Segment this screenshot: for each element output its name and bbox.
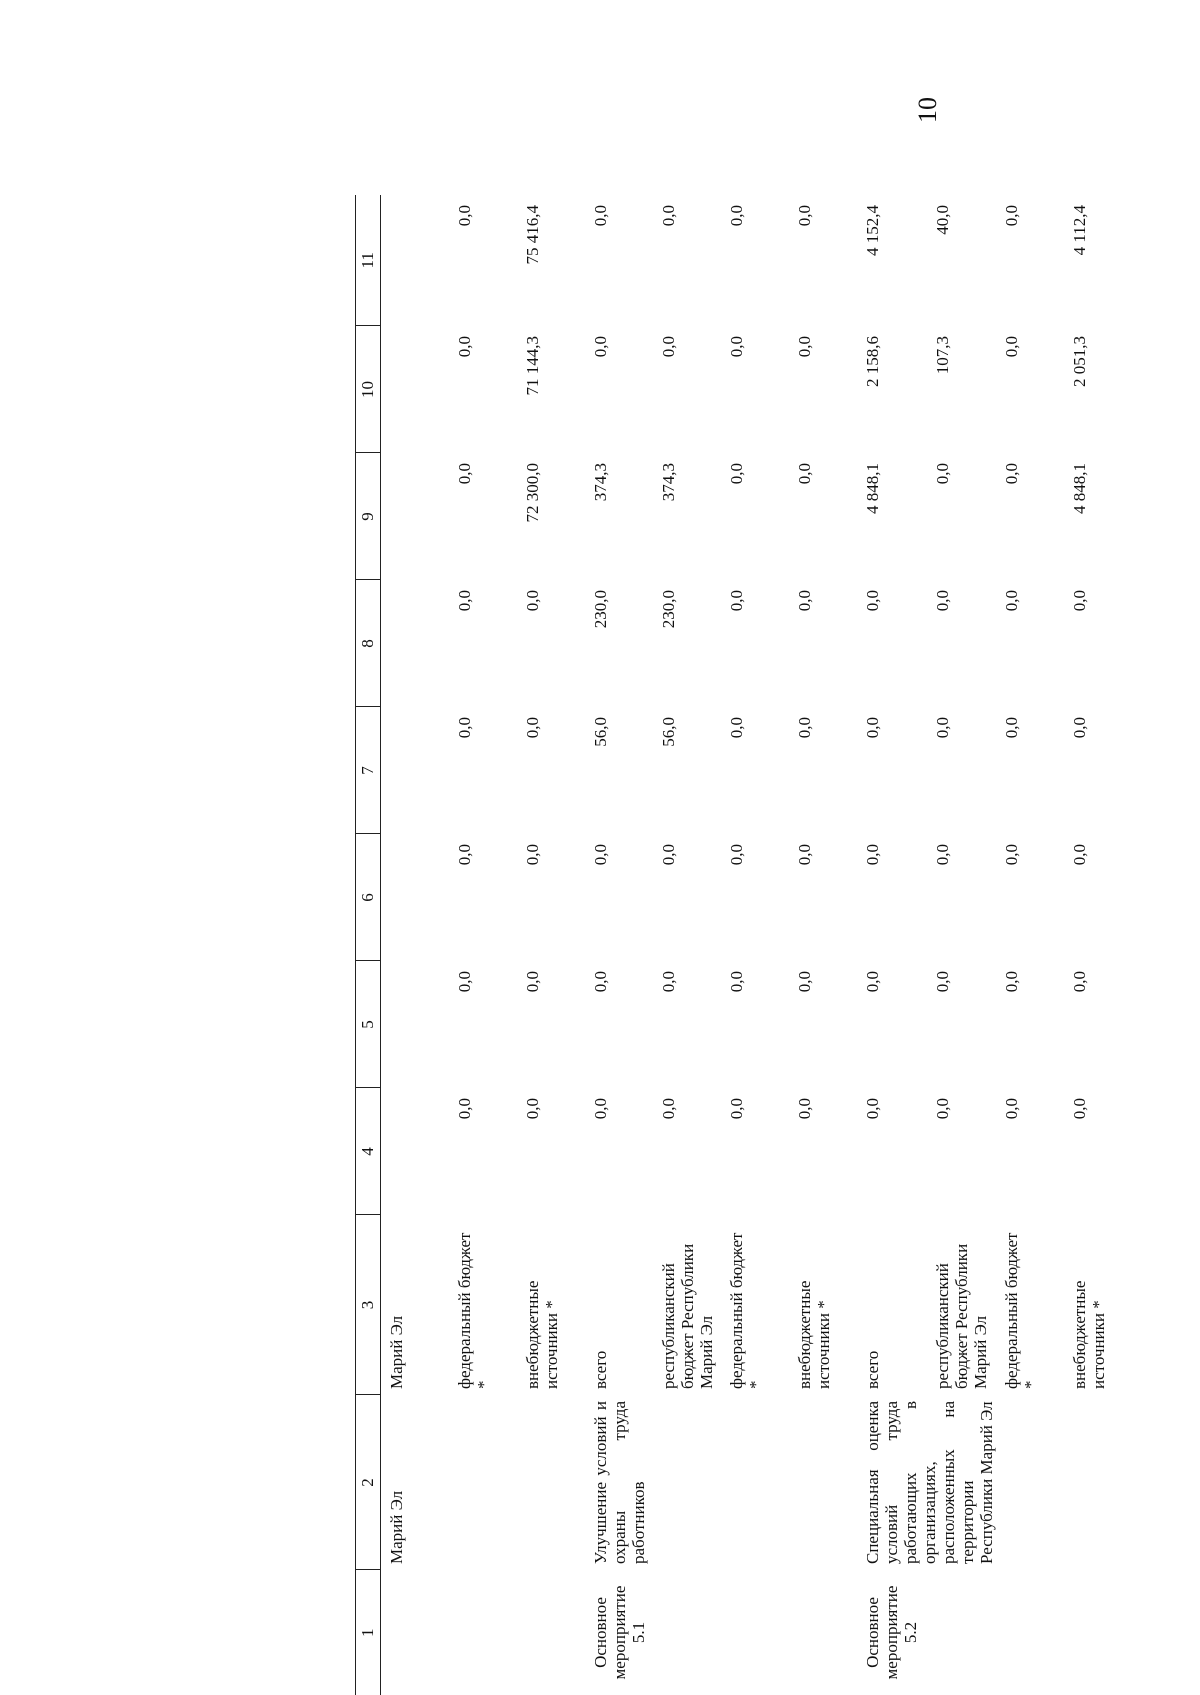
value-cell: 0,0 bbox=[659, 971, 678, 993]
value-cell: 0,0 bbox=[727, 463, 746, 485]
value-cell bbox=[381, 834, 450, 961]
value-cell: 374,3 bbox=[591, 463, 610, 502]
value-cell bbox=[381, 961, 450, 1088]
value-cell: 0,0 bbox=[795, 463, 814, 485]
activity-name: Марий Эл bbox=[387, 1490, 406, 1564]
funding-source: внебюджетные источники * bbox=[1070, 1280, 1109, 1389]
activity-code bbox=[653, 1570, 721, 1695]
value-cell bbox=[381, 453, 450, 580]
value-cell: 0,0 bbox=[523, 844, 542, 866]
value-cell: 2 158,6 bbox=[863, 336, 882, 387]
value-cell: 0,0 bbox=[1070, 590, 1090, 612]
funding-source: федеральный бюджет * bbox=[1002, 1232, 1041, 1389]
value-cell: 0,0 bbox=[659, 205, 678, 227]
value-cell: 0,0 bbox=[727, 971, 746, 993]
funding-source: федеральный бюджет * bbox=[455, 1232, 494, 1389]
table-row bbox=[381, 195, 450, 1695]
value-cell: 0,0 bbox=[795, 336, 814, 358]
value-cell: 0,0 bbox=[727, 336, 746, 358]
funding-source: всего bbox=[863, 1350, 882, 1389]
value-cell: 0,0 bbox=[659, 844, 678, 866]
value-cell: 0,0 bbox=[863, 590, 882, 612]
value-cell: 2 051,3 bbox=[1070, 336, 1090, 387]
header-row bbox=[356, 195, 381, 1695]
value-cell: 0,0 bbox=[523, 717, 542, 739]
column-header: 8 bbox=[356, 580, 381, 707]
value-cell: 4 848,1 bbox=[863, 463, 882, 514]
value-cell bbox=[381, 1088, 450, 1215]
value-cell: 56,0 bbox=[659, 717, 678, 747]
activity-code: Основное мероприятие 5.2 bbox=[863, 1585, 921, 1680]
value-cell: 0,0 bbox=[795, 844, 814, 866]
value-cell bbox=[381, 195, 450, 326]
value-cell: 0,0 bbox=[659, 1098, 678, 1120]
value-cell: 374,3 bbox=[659, 463, 678, 502]
column-header: 2 bbox=[356, 1395, 381, 1570]
value-cell: 0,0 bbox=[863, 717, 882, 739]
value-cell: 0,0 bbox=[727, 1098, 746, 1120]
column-header: 5 bbox=[356, 961, 381, 1088]
table-row bbox=[449, 195, 517, 1695]
activity-code bbox=[517, 1570, 585, 1695]
activity-name bbox=[721, 1395, 789, 1570]
value-cell: 0,0 bbox=[795, 205, 814, 227]
value-cell: 0,0 bbox=[795, 1098, 814, 1120]
value-cell: 0,0 bbox=[932, 1098, 952, 1120]
activity-code: Основное мероприятие 5.1 bbox=[591, 1585, 649, 1680]
value-cell: 0,0 bbox=[727, 590, 746, 612]
activity-code bbox=[927, 1570, 997, 1695]
value-cell: 75 416,4 bbox=[523, 205, 542, 265]
value-cell: 230,0 bbox=[659, 590, 678, 629]
column-header: 11 bbox=[356, 195, 381, 326]
value-cell bbox=[381, 580, 450, 707]
value-cell: 0,0 bbox=[455, 590, 474, 612]
value-cell: 4 152,4 bbox=[863, 205, 882, 256]
value-cell: 0,0 bbox=[795, 717, 814, 739]
value-cell: 56,0 bbox=[591, 717, 610, 747]
activity-code bbox=[789, 1570, 857, 1695]
column-header: 9 bbox=[356, 453, 381, 580]
value-cell: 0,0 bbox=[863, 844, 882, 866]
column-header: 10 bbox=[356, 326, 381, 453]
value-cell: 0,0 bbox=[455, 205, 474, 227]
value-cell: 0,0 bbox=[1002, 463, 1022, 485]
value-cell: 0,0 bbox=[1002, 205, 1022, 227]
table-row bbox=[996, 195, 1064, 1695]
funding-source: республиканский бюджет Республики Марий Эл bbox=[932, 1243, 990, 1389]
value-cell: 0,0 bbox=[863, 971, 882, 993]
activity-code bbox=[1064, 1570, 1132, 1695]
funding-source: всего bbox=[591, 1350, 610, 1389]
value-cell: 0,0 bbox=[727, 717, 746, 739]
value-cell: 4 112,4 bbox=[1070, 205, 1090, 256]
activity-code bbox=[381, 1570, 450, 1695]
activity-name: Специальная оценка условий труда работающих в организациях, расположенных на территории Республики Марий Эл bbox=[863, 1401, 997, 1564]
funding-source: внебюджетные источники * bbox=[523, 1280, 562, 1389]
activity-name bbox=[996, 1395, 1064, 1570]
value-cell: 0,0 bbox=[591, 1098, 610, 1120]
activity-name bbox=[449, 1395, 517, 1570]
activity-code bbox=[996, 1570, 1064, 1695]
value-cell: 0,0 bbox=[591, 844, 610, 866]
activity-code bbox=[721, 1570, 789, 1695]
value-cell: 0,0 bbox=[1002, 717, 1022, 739]
value-cell bbox=[381, 326, 450, 453]
value-cell: 0,0 bbox=[932, 844, 952, 866]
activity-name bbox=[517, 1395, 585, 1570]
column-header: 7 bbox=[356, 707, 381, 834]
value-cell: 0,0 bbox=[932, 463, 952, 485]
value-cell: 72 300,0 bbox=[523, 463, 542, 523]
value-cell: 0,0 bbox=[455, 463, 474, 485]
value-cell: 0,0 bbox=[932, 717, 952, 739]
rotated-table-sheet bbox=[355, 195, 1175, 1695]
funding-source: федеральный бюджет * bbox=[727, 1232, 766, 1389]
activity-name bbox=[789, 1395, 857, 1570]
activity-name bbox=[653, 1395, 721, 1570]
value-cell: 0,0 bbox=[523, 971, 542, 993]
value-cell: 0,0 bbox=[863, 1098, 882, 1120]
value-cell: 4 848,1 bbox=[1070, 463, 1090, 514]
value-cell: 0,0 bbox=[455, 844, 474, 866]
value-cell: 0,0 bbox=[727, 205, 746, 227]
funding-source: Марий Эл bbox=[387, 1315, 406, 1389]
table-row bbox=[857, 195, 927, 1695]
value-cell: 40,0 bbox=[932, 205, 952, 235]
column-header: 6 bbox=[356, 834, 381, 961]
value-cell: 0,0 bbox=[1002, 844, 1022, 866]
value-cell: 230,0 bbox=[591, 590, 610, 629]
funding-source: внебюджетные источники * bbox=[795, 1280, 834, 1389]
value-cell: 0,0 bbox=[1002, 971, 1022, 993]
column-header: 3 bbox=[356, 1215, 381, 1395]
value-cell: 0,0 bbox=[795, 590, 814, 612]
table-row bbox=[653, 195, 721, 1695]
budget-table bbox=[355, 195, 1132, 1695]
value-cell: 0,0 bbox=[659, 336, 678, 358]
table-row bbox=[517, 195, 585, 1695]
activity-name: Улучшение условий и охраны труда работников bbox=[591, 1401, 649, 1564]
value-cell: 0,0 bbox=[455, 971, 474, 993]
value-cell: 0,0 bbox=[523, 590, 542, 612]
value-cell: 0,0 bbox=[727, 844, 746, 866]
activity-name bbox=[1064, 1395, 1132, 1570]
value-cell: 0,0 bbox=[591, 971, 610, 993]
value-cell: 0,0 bbox=[1070, 717, 1090, 739]
value-cell: 0,0 bbox=[932, 971, 952, 993]
value-cell: 0,0 bbox=[455, 1098, 474, 1120]
table-row bbox=[1064, 195, 1132, 1695]
table-row bbox=[721, 195, 789, 1695]
page-number: 10 bbox=[913, 97, 942, 123]
value-cell: 0,0 bbox=[932, 590, 952, 612]
column-header: 4 bbox=[356, 1088, 381, 1215]
value-cell: 0,0 bbox=[455, 717, 474, 739]
value-cell: 107,3 bbox=[932, 336, 952, 375]
value-cell: 0,0 bbox=[1070, 844, 1090, 866]
value-cell: 0,0 bbox=[1002, 1098, 1022, 1120]
value-cell: 0,0 bbox=[1070, 971, 1090, 993]
value-cell: 0,0 bbox=[795, 971, 814, 993]
activity-code bbox=[449, 1570, 517, 1695]
table-row bbox=[585, 195, 653, 1695]
value-cell: 0,0 bbox=[523, 1098, 542, 1120]
value-cell: 0,0 bbox=[1002, 336, 1022, 358]
value-cell: 0,0 bbox=[591, 336, 610, 358]
value-cell: 0,0 bbox=[1002, 590, 1022, 612]
value-cell: 0,0 bbox=[591, 205, 610, 227]
value-cell: 0,0 bbox=[1070, 1098, 1090, 1120]
value-cell: 0,0 bbox=[455, 336, 474, 358]
column-header: 1 bbox=[356, 1570, 381, 1695]
value-cell: 71 144,3 bbox=[523, 336, 542, 396]
table-row bbox=[789, 195, 857, 1695]
value-cell bbox=[381, 707, 450, 834]
funding-source: республиканский бюджет Республики Марий Эл bbox=[659, 1243, 717, 1389]
